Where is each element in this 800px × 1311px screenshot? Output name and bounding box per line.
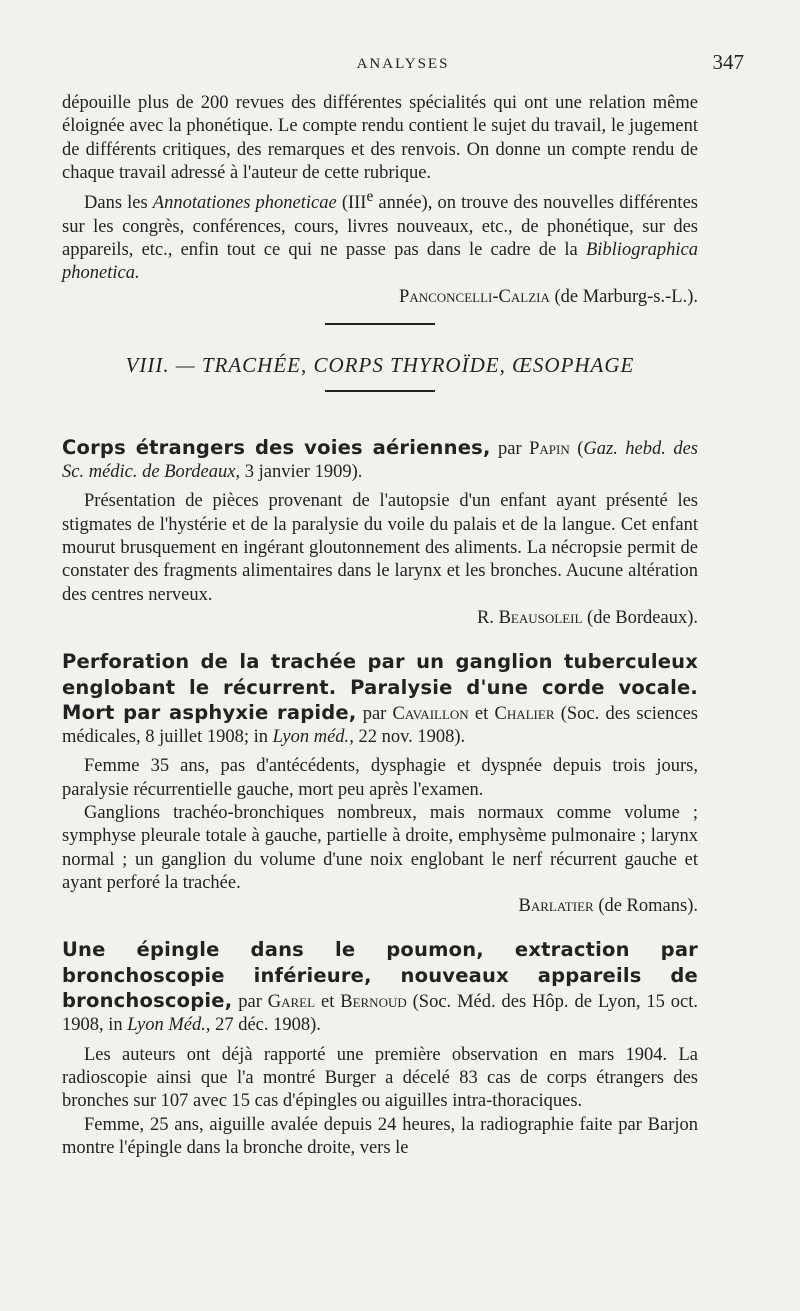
signature-place: (de Marburg-s.-L.). [549,286,698,307]
divider-top [325,323,435,325]
divider-bottom [325,390,435,392]
text-run: (Soc. Méd. des Hôp. de Lyon, 15 oct. 1908, in [62,992,698,1036]
signature-name: Panconcelli-Calzia [399,286,550,307]
journal-name: Lyon Méd. [127,1015,206,1036]
author-name: Papin [529,438,570,459]
article-heading [62,650,698,749]
article-heading [62,436,698,485]
text-run: ( [569,438,584,459]
text-run: , 27 déc. 1908). [205,1015,321,1036]
text-run: année), on trouve des nouvelles différentes sur les congrès, conférences, cours, livres nouveaux, etc., de phonétique, sur des appareils, etc., enfin tout ce qui ne passe pas dans le cadre de la [62,193,698,260]
journal-name: Gaz. hebd. des Sc. médic. de Bordeaux [62,438,699,483]
text-run: , 3 janvier 1909). [235,462,363,483]
italic-title: Annotationes phoneticae [152,193,337,214]
author-name: Bernoud [340,992,407,1013]
journal-name: Lyon méd. [272,727,350,748]
superscript: e [366,188,374,206]
article-paragraph: Femme, 25 ans, aiguille avalée depuis 24 heures, la radiographie faite par Barjon montre l'épingle dans la bronche droite, vers le [62,1114,698,1158]
text-run: par [356,703,393,724]
signature-name: R. Beausoleil [476,607,583,628]
article-title: Corps étrangers des voies aériennes, [62,435,491,459]
italic-title: Bibliographica phonetica. [62,239,698,284]
article-paragraph: Les auteurs ont déjà rapporté une première observation en mars 1904. La radioscopie ainsi que l'a montré Burger a décelé 83 cas de corps étrangers des bronches sur 107 avec 15 cas d'épingles ou aiguilles intra-thoraciques. [62,1044,698,1112]
text-run: , 22 nov. 1908). [349,727,466,748]
page-number: 347 [712,50,744,74]
text-run: Ganglions trachéo-bronchiques nombreux, mais normaux comme volume ; symphyse pleurale totale à gauche, partielle à droite, emphysème pulmonaire ; larynx normal ; un ganglion du volume d'une noix englobant le nerf récurrent gauche et ayant perforé la trachée. [62,802,698,893]
signature-place: (de Romans). [593,896,698,917]
intro-paragraph-1: dépouille plus de 200 revues des différentes spécialités qui ont une relation même éloignée avec la phonétique. Le compte rendu contient le sujet du travail, le jugement de différents critiques, des remarques et des renvois. On donne un compte rendu de chaque travail adressé à l'auteur de cette rubrique. [62,93,698,183]
article-paragraph [62,490,698,630]
author-name: Cavaillon [392,703,469,724]
text-run: (III [336,193,367,214]
article-paragraph: Femme 35 ans, pas d'antécédents, dysphagie et dyspnée depuis trois jours, paralysie récurrentielle gauche, mort peu après l'examen. [62,756,698,800]
text-run: et [315,992,341,1013]
page-header [62,50,744,80]
intro-paragraph-2 [62,185,698,309]
section-title: VIII. — TRACHÉE, CORPS THYROÏDE, ŒSOPHAGE [125,352,635,377]
signature-name: Barlatier [518,896,594,917]
text-run: et [468,703,495,724]
article-heading [62,938,698,1037]
author-name: Chalier [494,703,555,724]
page-content [62,92,698,1160]
article-title: Perforation de la trachée par un ganglion tuberculeux englobant le récurrent. Paralysie d'une corde vocale. Mort par asphyxie rapide, [62,650,698,724]
signature [62,286,698,309]
text-run: (Soc. des sciences médicales, 8 juillet 1908; in [62,703,699,748]
text-run: par [490,438,530,459]
signature [62,607,698,630]
article-paragraph [62,802,698,918]
text-run: Dans les [84,193,153,214]
author-name: Garel [267,992,316,1013]
article-title: Une épingle dans le poumon, extraction par bronchoscopie inférieure, nouveaux appareils de bronchoscopie, [62,938,698,1013]
text-run: Présentation de pièces provenant de l'autopsie d'un enfant ayant présenté les stigmates de l'hystérie et de la paralysie du voile du palais et de la langue. Cet enfant mourut brusquement en ingérant gloutonnement des aliments. La nécropsie permit de constater des fragments alimentaires dans le larynx et les bronches. Aucune altération des centres nerveux. [62,491,698,605]
signature-place: (de Bordeaux). [582,607,698,628]
running-head: ANALYSES [356,56,450,72]
text-run: par [232,992,268,1013]
signature [62,895,698,918]
